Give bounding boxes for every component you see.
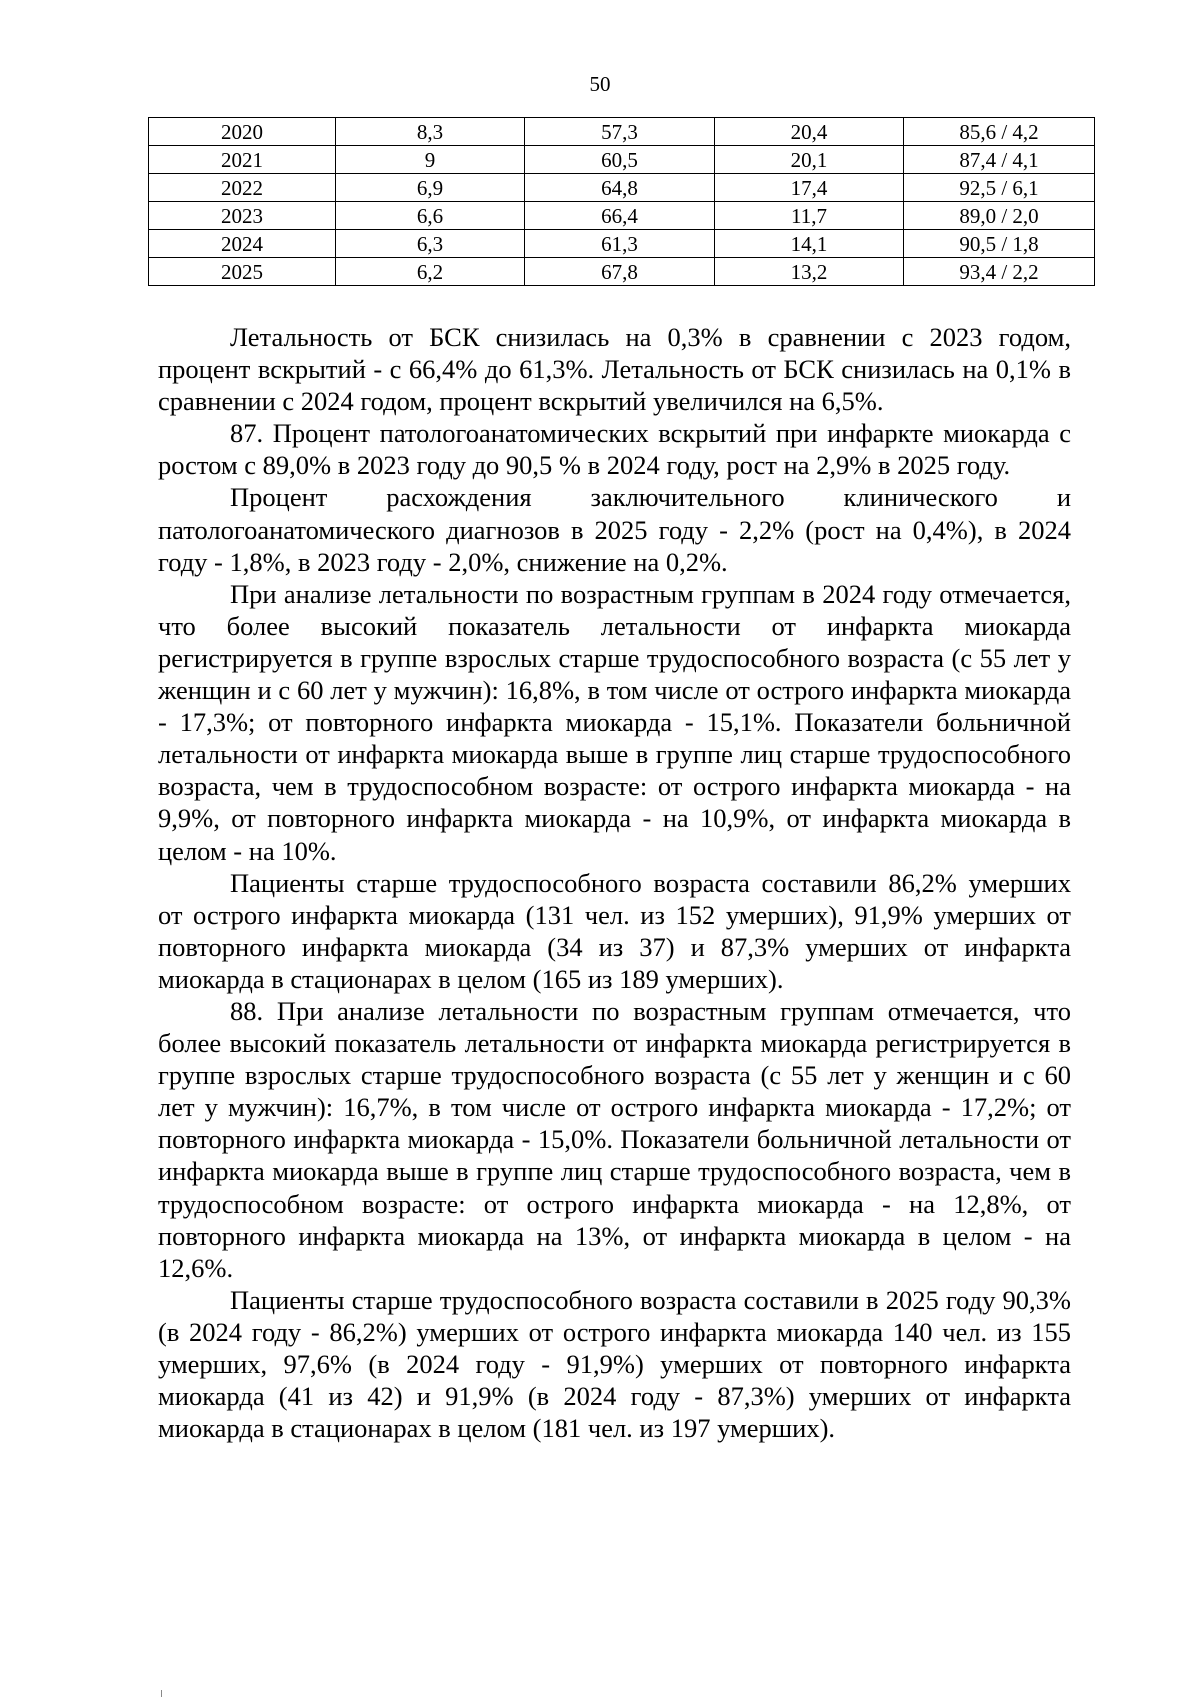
- scan-margin-mark: [161, 1690, 162, 1697]
- table-cell: 87,4 / 4,1: [904, 146, 1095, 174]
- table-cell: 90,5 / 1,8: [904, 230, 1095, 258]
- table-cell-year: 2022: [149, 174, 336, 202]
- paragraph-patients-share-2024: Пациенты старше трудоспособного возраста составили 86,2% умерших от острого инфаркта миокарда (131 чел. из 152 умерших), 91,9% умерших от повторного инфаркта миокарда (34 из 37) и 87,3% умерших от инфаркта миокарда в стационарах в целом (165 из 189 умерших).: [158, 867, 1071, 994]
- table-cell: 6,6: [336, 202, 525, 230]
- table-cell: 61,3: [525, 230, 715, 258]
- table-cell: 6,2: [336, 258, 525, 286]
- table-cell: 67,8: [525, 258, 715, 286]
- table-cell-year: 2020: [149, 118, 336, 146]
- table-row: [149, 258, 1095, 286]
- paragraph-patients-share-2025: Пациенты старше трудоспособного возраста составили в 2025 году 90,3% (в 2024 году - 86,2%) умерших от острого инфаркта миокарда 140 чел. из 155 умерших, 97,6% (в 2024 году - 91,9%) умерших от повторного инфаркта миокарда (41 из 42) и 91,9% (в 2024 году - 87,3%) умерших от инфаркта миокарда в стационарах в целом (181 чел. из 197 умерших).: [158, 1284, 1071, 1444]
- table-row: [149, 118, 1095, 146]
- table-cell: 85,6 / 4,2: [904, 118, 1095, 146]
- table-cell-year: 2023: [149, 202, 336, 230]
- page-number: 50: [589, 72, 611, 96]
- table-row: [149, 230, 1095, 258]
- table-cell: 93,4 / 2,2: [904, 258, 1095, 286]
- paragraph-87-autopsy-rate: 87. Процент патологоанатомических вскрытий при инфаркте миокарда с ростом с 89,0% в 2023 году до 90,5 % в 2024 году, рост на 2,9% в 2025 году.: [158, 418, 1071, 481]
- table-cell: 57,3: [525, 118, 715, 146]
- table-cell: 60,5: [525, 146, 715, 174]
- body-text: [158, 321, 1071, 1444]
- paragraph-diagnosis-discrepancy: Процент расхождения заключительного клинического и патологоанатомического диагнозов в 2025 году - 2,2% (рост на 0,4%), в 2024 году - 1,8%, в 2023 году - 2,0%, снижение на 0,2%.: [158, 482, 1071, 577]
- table-cell: 20,4: [715, 118, 904, 146]
- table-cell: 14,1: [715, 230, 904, 258]
- table-cell: 64,8: [525, 174, 715, 202]
- table-cell: 66,4: [525, 202, 715, 230]
- statistics-table: [148, 117, 1095, 286]
- table-cell: 11,7: [715, 202, 904, 230]
- paragraph-age-groups-2024: При анализе летальности по возрастным группам в 2024 году отмечается, что более высокий показатель летальности от инфаркта миокарда регистрируется в группе взрослых старше трудоспособного возраста (с 55 лет у женщин и с 60 лет у мужчин): 16,8%, в том числе от острого инфаркта миокарда - 17,3%; от повторного инфаркта миокарда - 15,1%. Показатели больничной летальности от инфаркта миокарда выше в группе лиц старше трудоспособного возраста, чем в трудоспособном возрасте: от острого инфаркта миокарда - на 9,9%, от повторного инфаркта миокарда - на 10,9%, от инфаркта миокарда в целом - на 10%.: [158, 578, 1071, 866]
- table-cell-year: 2025: [149, 258, 336, 286]
- table-cell-year: 2024: [149, 230, 336, 258]
- table-cell: 20,1: [715, 146, 904, 174]
- table-cell: 89,0 / 2,0: [904, 202, 1095, 230]
- table-row: [149, 202, 1095, 230]
- table-cell: 92,5 / 6,1: [904, 174, 1095, 202]
- table-cell: 13,2: [715, 258, 904, 286]
- table-cell: 6,3: [336, 230, 525, 258]
- table-cell: 9: [336, 146, 525, 174]
- paragraph-88-age-groups: 88. При анализе летальности по возрастным группам отмечается, что более высокий показатель летальности от инфаркта миокарда регистрируется в группе взрослых старше трудоспособного возраста (с 55 лет у женщин и с 60 лет у мужчин): 16,7%, в том числе от острого инфаркта миокарда - 17,2%; от повторного инфаркта миокарда - 15,0%. Показатели больничной летальности от инфаркта миокарда выше в группе лиц старше трудоспособного возраста, чем в трудоспособном возрасте: от острого инфаркта миокарда - на 12,8%, от повторного инфаркта миокарда на 13%, от инфаркта миокарда в целом - на 12,6%.: [158, 995, 1071, 1283]
- table-cell: 6,9: [336, 174, 525, 202]
- table-cell: 8,3: [336, 118, 525, 146]
- table-cell: 17,4: [715, 174, 904, 202]
- table-cell-year: 2021: [149, 146, 336, 174]
- paragraph-mortality-bsk: Летальность от БСК снизилась на 0,3% в сравнении с 2023 годом, процент вскрытий - с 66,4% до 61,3%. Летальность от БСК снизилась на 0,1% в сравнении с 2024 годом, процент вскрытий увеличился на 6,5%.: [158, 322, 1071, 417]
- table-row: [149, 146, 1095, 174]
- table-row: [149, 174, 1095, 202]
